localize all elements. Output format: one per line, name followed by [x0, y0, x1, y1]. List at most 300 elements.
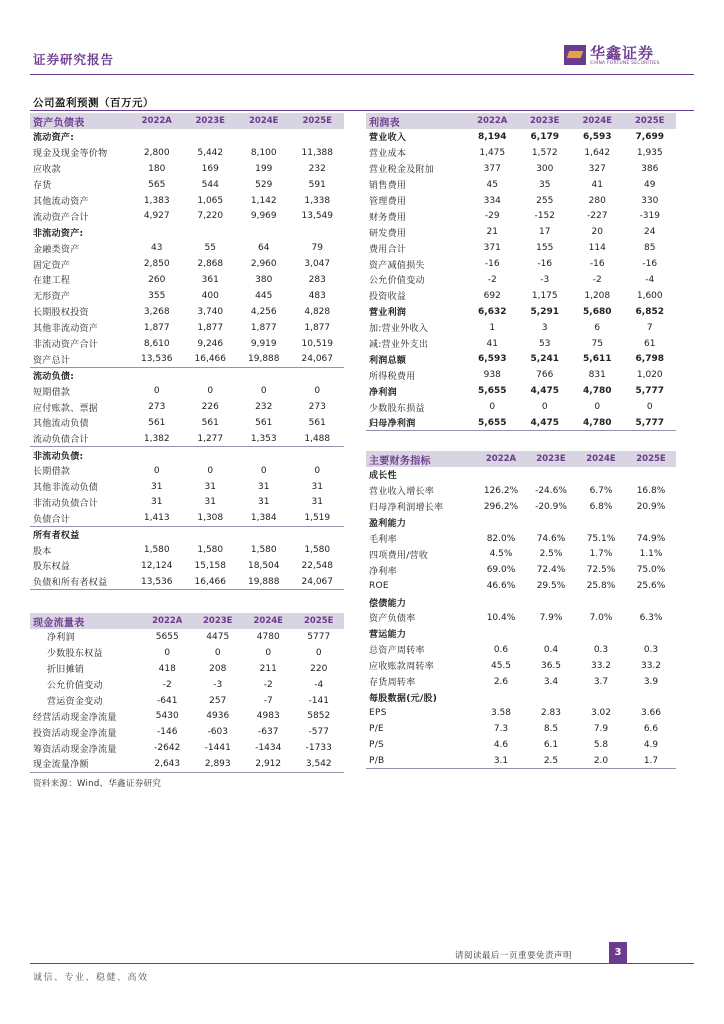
table-row [30, 145, 344, 161]
table-row [366, 483, 676, 499]
cell-value: 2,893 [193, 756, 244, 772]
cell-value: 1,413 [143, 513, 170, 524]
cell-value: 273 [308, 402, 326, 413]
row-label: 存货 [33, 181, 52, 192]
cell-value: 529 [255, 179, 273, 190]
cell-value: 0 [207, 465, 214, 476]
table-row [30, 756, 344, 772]
year-header: 2025E [294, 613, 345, 629]
cell-value: 445 [255, 290, 273, 301]
cell-value: 13,536 [130, 574, 184, 590]
cell-value: 24,067 [301, 354, 333, 365]
cell-value: 0.6 [493, 644, 509, 655]
cell-value: 7.9% [539, 612, 563, 623]
row-label: 非流动负债合计 [33, 498, 99, 509]
cell-value: -20.9% [535, 501, 567, 512]
cell-value: 1,580 [197, 545, 224, 556]
row-label: 净利润 [369, 387, 397, 398]
cell-value: 2.5% [539, 549, 563, 560]
cell-value: 74.9% [636, 533, 666, 544]
table-row [366, 467, 676, 483]
table-row [30, 740, 344, 756]
cell-value: -577 [308, 727, 329, 738]
cell-value [576, 515, 626, 531]
row-label: 营业收入 [369, 133, 407, 144]
cell-value: 6.1 [543, 740, 559, 751]
cell-value: 0 [314, 465, 321, 476]
cell-value: 33.2 [640, 660, 662, 671]
row-label: 其他非流动负债 [33, 483, 99, 494]
cell-value: 1,572 [531, 147, 558, 158]
table-row [366, 642, 676, 658]
row-label: 公允价值变动 [47, 681, 103, 692]
row-label: 毛利率 [369, 535, 397, 545]
cell-value: 199 [255, 163, 273, 174]
cell-value [184, 526, 238, 542]
cell-value: 74.6% [536, 533, 566, 544]
cell-value: 21 [486, 227, 498, 238]
table-row [366, 721, 676, 737]
cell-value: 327 [588, 163, 606, 174]
cell-value: 4.9 [643, 740, 659, 751]
table-row [366, 562, 676, 578]
cell-value: 5,442 [197, 147, 224, 158]
table-row [366, 753, 676, 769]
row-label: 负债和所有者权益 [30, 574, 130, 590]
cell-value: 31 [151, 497, 163, 508]
table-row [30, 288, 344, 304]
row-label: 流动资产: [33, 133, 75, 144]
table-row [30, 463, 344, 479]
cell-value [576, 467, 626, 483]
cell-value: -641 [157, 695, 178, 706]
section-divider [30, 110, 694, 111]
table-row [366, 546, 676, 562]
year-header: 2025E [624, 113, 677, 129]
cell-value: 1.7% [589, 549, 613, 560]
cell-value: 45.5 [490, 660, 512, 671]
row-label: 归母净利润 [366, 415, 466, 431]
table-row [366, 626, 676, 642]
table-row [366, 145, 676, 161]
cell-value: 300 [536, 163, 554, 174]
cell-value: 6,798 [635, 354, 664, 365]
cell-value: 0 [265, 647, 272, 658]
row-label: 流动负债合计 [33, 435, 89, 446]
cell-value: 1,382 [143, 433, 170, 444]
table-row [366, 705, 676, 721]
row-label: 非流动资产: [33, 228, 84, 239]
table-row [30, 708, 344, 724]
cell-value: 3.58 [490, 708, 512, 719]
cell-value: 11,388 [301, 147, 333, 158]
cell-value: 4475 [206, 631, 230, 642]
cell-value: -3 [213, 679, 223, 690]
cell-value: 126.2% [483, 485, 519, 496]
cell-value: 53 [539, 338, 551, 349]
cell-value: 10,519 [301, 338, 333, 349]
cell-value: 4,927 [143, 211, 170, 222]
cell-value: 5,777 [624, 415, 677, 431]
logo-mark-icon [564, 45, 586, 65]
cell-value: -152 [534, 211, 555, 222]
cell-value: 13,549 [301, 211, 333, 222]
logo-english-name: CHINA FORTUNE SECURITIES [590, 61, 660, 66]
row-label: 投资收益 [369, 292, 407, 303]
table-row [366, 304, 676, 320]
table-row [30, 383, 344, 399]
cell-value: 0 [594, 402, 601, 413]
cell-value: 22,548 [301, 560, 333, 571]
cell-value: -4 [645, 274, 655, 285]
cell-value: 41 [591, 179, 603, 190]
cell-value [626, 689, 676, 705]
cell-value: 7,699 [635, 131, 664, 142]
row-label: 管理费用 [369, 197, 407, 207]
cell-value: 5430 [155, 711, 179, 722]
cell-value: 2,850 [143, 259, 170, 270]
income-statement-table [366, 113, 676, 431]
table-row [366, 399, 676, 415]
cell-value [626, 594, 676, 610]
table-row [30, 208, 344, 224]
table-row [30, 431, 344, 447]
cell-value: 386 [641, 163, 659, 174]
table-row [30, 526, 344, 542]
year-header: 2022A [466, 113, 519, 129]
cell-value: 1,308 [197, 513, 224, 524]
cell-value: 330 [641, 195, 659, 206]
table-row [30, 272, 344, 288]
row-label: 营业税金及附加 [369, 165, 435, 176]
cell-value: 8,194 [478, 131, 507, 142]
cell-value: 0.3 [643, 644, 659, 655]
cell-value: 5777 [307, 631, 331, 642]
table-title: 现金流量表 [30, 613, 142, 629]
cell-value: -16 [589, 259, 605, 270]
cell-value: -2 [162, 679, 172, 690]
cell-value [476, 594, 526, 610]
cell-value [576, 689, 626, 705]
table-row [30, 129, 344, 145]
cell-value: 31 [258, 497, 270, 508]
cell-value: 371 [483, 243, 501, 254]
row-label: 股东权益 [33, 562, 71, 573]
cell-value: 232 [308, 163, 326, 174]
cell-value [526, 689, 576, 705]
cell-value [526, 594, 576, 610]
cell-value: 0 [314, 386, 321, 397]
cell-value: 1,142 [250, 195, 277, 206]
cell-value: 1,580 [250, 545, 277, 556]
cell-value: 3,268 [143, 306, 170, 317]
cell-value: 1,175 [531, 290, 558, 301]
cell-value: 400 [201, 290, 219, 301]
table-row [30, 177, 344, 193]
cell-value: 31 [204, 481, 216, 492]
cell-value: 1,488 [304, 433, 331, 444]
table-row [30, 510, 344, 526]
row-label: 每股数据(元/股) [369, 693, 438, 704]
cell-value: -2642 [154, 743, 181, 754]
cell-value: 2.0 [576, 753, 626, 769]
cell-value: 6,852 [635, 306, 664, 317]
cell-value [237, 447, 291, 463]
row-label: 长期股权投资 [33, 308, 89, 319]
cell-value: -1733 [305, 743, 332, 754]
cell-value: -7 [263, 695, 273, 706]
cell-value: 72.5% [586, 565, 616, 576]
cell-value [476, 467, 526, 483]
cell-value: 6.6 [643, 724, 659, 735]
cell-value: 3.02 [590, 708, 612, 719]
cell-value: 257 [209, 695, 227, 706]
cell-value: 5655 [155, 631, 179, 642]
cell-value: 208 [209, 663, 227, 674]
report-type-title: 证券研究报告 [33, 52, 115, 67]
row-label: 经营活动现金净流量 [33, 712, 117, 723]
cash-flow-table [30, 613, 344, 773]
year-header: 2024E [576, 451, 626, 467]
table-row [366, 224, 676, 240]
cell-value: 361 [201, 274, 219, 285]
cell-value: -146 [157, 727, 178, 738]
cell-value: -16 [642, 259, 658, 270]
cell-value: 1.7 [626, 753, 676, 769]
cell-value [626, 467, 676, 483]
cell-value: 0 [541, 402, 548, 413]
cell-value: 2,800 [143, 147, 170, 158]
cell-value [237, 526, 291, 542]
page-number: 3 [609, 942, 627, 964]
cell-value: 561 [148, 417, 166, 428]
cell-value: 1,277 [197, 433, 224, 444]
cell-value: 6,593 [583, 131, 612, 142]
cell-value: 33.2 [590, 660, 612, 671]
cell-value: 1,384 [250, 513, 277, 524]
cell-value: 75 [591, 338, 603, 349]
cell-value [237, 224, 291, 240]
table-row [366, 367, 676, 383]
cell-value: 766 [536, 370, 554, 381]
cell-value: 3,740 [197, 306, 224, 317]
row-label: 投资活动现金净流量 [33, 728, 117, 739]
row-label: 总资产周转率 [369, 646, 425, 657]
cell-value: 6.7% [589, 485, 613, 496]
table-row [30, 367, 344, 383]
table-row [30, 224, 344, 240]
cell-value: 0 [214, 647, 221, 658]
cell-value: -29 [484, 211, 500, 222]
row-label: 折旧摊销 [47, 665, 85, 676]
cell-value: 1,475 [479, 147, 506, 158]
cell-value: 55 [204, 243, 216, 254]
table-row [366, 129, 676, 145]
row-label: 在建工程 [33, 276, 71, 287]
cell-value: 82.0% [486, 533, 516, 544]
year-header: 2025E [291, 113, 345, 129]
row-label: 金融类资产 [33, 244, 80, 255]
row-label: 存货周转率 [369, 678, 416, 689]
cell-value: 1,383 [143, 195, 170, 206]
table-row [30, 415, 344, 431]
cell-value: -2 [263, 679, 273, 690]
cell-value: 5,655 [478, 386, 507, 397]
cell-value: 5,241 [530, 354, 559, 365]
row-label: 非流动资产合计 [33, 340, 99, 351]
cell-value: 2,960 [250, 259, 277, 270]
cell-value: 5,680 [583, 306, 612, 317]
cell-value: 3.9 [643, 676, 659, 687]
cell-value: 2,912 [243, 756, 294, 772]
row-label: 短期借款 [33, 387, 71, 398]
cell-value: 61 [644, 338, 656, 349]
cell-value: -3 [540, 274, 550, 285]
cell-value: -1434 [255, 743, 282, 754]
cell-value: 1,353 [250, 433, 277, 444]
cell-value: 16.8% [636, 485, 666, 496]
cell-value: 0 [489, 402, 496, 413]
cell-value: 418 [158, 663, 176, 674]
cell-value [576, 594, 626, 610]
cell-value: -16 [484, 259, 500, 270]
cell-value: 18,504 [248, 560, 280, 571]
row-label: 无形资产 [33, 292, 71, 303]
table-row [366, 578, 676, 594]
cell-value: -141 [308, 695, 329, 706]
cell-value: 0 [315, 647, 322, 658]
cell-value: 2,643 [142, 756, 193, 772]
table-row [30, 645, 344, 661]
cell-value: -603 [207, 727, 228, 738]
cell-value: 17 [539, 227, 551, 238]
row-label: P/B [366, 753, 476, 769]
table-row [366, 272, 676, 288]
row-label: 长期借款 [33, 467, 71, 478]
row-label: 偿债能力 [369, 598, 407, 609]
table-row [30, 558, 344, 574]
row-label: 所得税费用 [369, 371, 416, 382]
cell-value: 9,919 [250, 338, 277, 349]
cell-value: 155 [536, 243, 554, 254]
cell-value: 0 [153, 386, 160, 397]
cell-value: 3,047 [304, 259, 331, 270]
disclaimer-note: 请阅读最后一页重要免责声明 [455, 951, 573, 961]
row-label: 营业成本 [369, 149, 407, 160]
cell-value: 561 [255, 417, 273, 428]
cell-value: 4780 [256, 631, 280, 642]
table-row [366, 336, 676, 352]
year-header: 2023E [526, 451, 576, 467]
cell-value: 1,935 [636, 147, 663, 158]
company-logo [564, 45, 660, 67]
cell-value: 6.8% [589, 501, 613, 512]
row-label: 销售费用 [369, 181, 407, 192]
cell-value: 79 [311, 243, 323, 254]
cell-value: 29.5% [536, 581, 566, 592]
cell-value: 4,475 [530, 386, 559, 397]
cell-value: 3.1 [476, 753, 526, 769]
cell-value [184, 224, 238, 240]
table-title: 利润表 [366, 113, 466, 129]
cell-value: 4.5% [489, 549, 513, 560]
cell-value: 15,158 [194, 560, 226, 571]
table-row [366, 256, 676, 272]
table-row [366, 499, 676, 515]
row-label: 成长性 [369, 471, 397, 482]
cell-value: 8,100 [250, 147, 277, 158]
cell-value: 280 [588, 195, 606, 206]
cell-value [291, 447, 345, 463]
cell-value: 6,632 [478, 306, 507, 317]
row-label: 筹资活动现金净流量 [33, 744, 117, 755]
cell-value: 31 [151, 481, 163, 492]
row-label: 现金流量净额 [30, 756, 142, 772]
cell-value: 1,580 [143, 545, 170, 556]
cell-value: 6.3% [639, 612, 663, 623]
cell-value [291, 526, 345, 542]
cell-value: 31 [311, 497, 323, 508]
cell-value [237, 367, 291, 383]
cell-value: 2,868 [197, 259, 224, 270]
year-header: 2024E [243, 613, 294, 629]
table-header-row [366, 113, 676, 129]
row-label: P/S [369, 740, 385, 751]
cell-value [130, 447, 184, 463]
cell-value: 1,642 [584, 147, 611, 158]
year-header: 2025E [626, 451, 676, 467]
section-title: 公司盈利预测（百万元） [33, 97, 154, 109]
table-row [30, 256, 344, 272]
cell-value: 5,291 [530, 306, 559, 317]
table-row [30, 542, 344, 558]
table-row [30, 320, 344, 336]
cell-value: 85 [644, 243, 656, 254]
cell-value: 4.6 [493, 740, 509, 751]
cell-value: 31 [204, 497, 216, 508]
cell-value: 8,610 [143, 338, 170, 349]
cell-value: 273 [148, 402, 166, 413]
cell-value: 4,780 [571, 415, 624, 431]
cell-value: 1,338 [304, 195, 331, 206]
table-row [30, 724, 344, 740]
cell-value: 3,542 [294, 756, 345, 772]
cell-value: 75.1% [586, 533, 616, 544]
cell-value: 831 [588, 370, 606, 381]
cell-value [130, 129, 184, 145]
cell-value: 6 [594, 322, 601, 333]
cell-value: 4,475 [519, 415, 572, 431]
cell-value: 7.0% [589, 612, 613, 623]
cell-value: 25.8% [586, 581, 616, 592]
cell-value: 64 [258, 243, 270, 254]
row-label: 盈利能力 [369, 519, 407, 530]
cell-value: -319 [639, 211, 660, 222]
cell-value: 19,888 [237, 574, 291, 590]
cell-value: 1,877 [197, 322, 224, 333]
cell-value: 561 [201, 417, 219, 428]
cell-value: 283 [308, 274, 326, 285]
cell-value: 3.7 [593, 676, 609, 687]
cell-value: 0 [260, 465, 267, 476]
cell-value: 35 [539, 179, 551, 190]
cell-value [626, 515, 676, 531]
cell-value: 483 [308, 290, 326, 301]
cell-value: 2.6 [493, 676, 509, 687]
cell-value: 31 [258, 481, 270, 492]
cell-value: -2 [487, 274, 497, 285]
cell-value: 1,519 [304, 513, 331, 524]
